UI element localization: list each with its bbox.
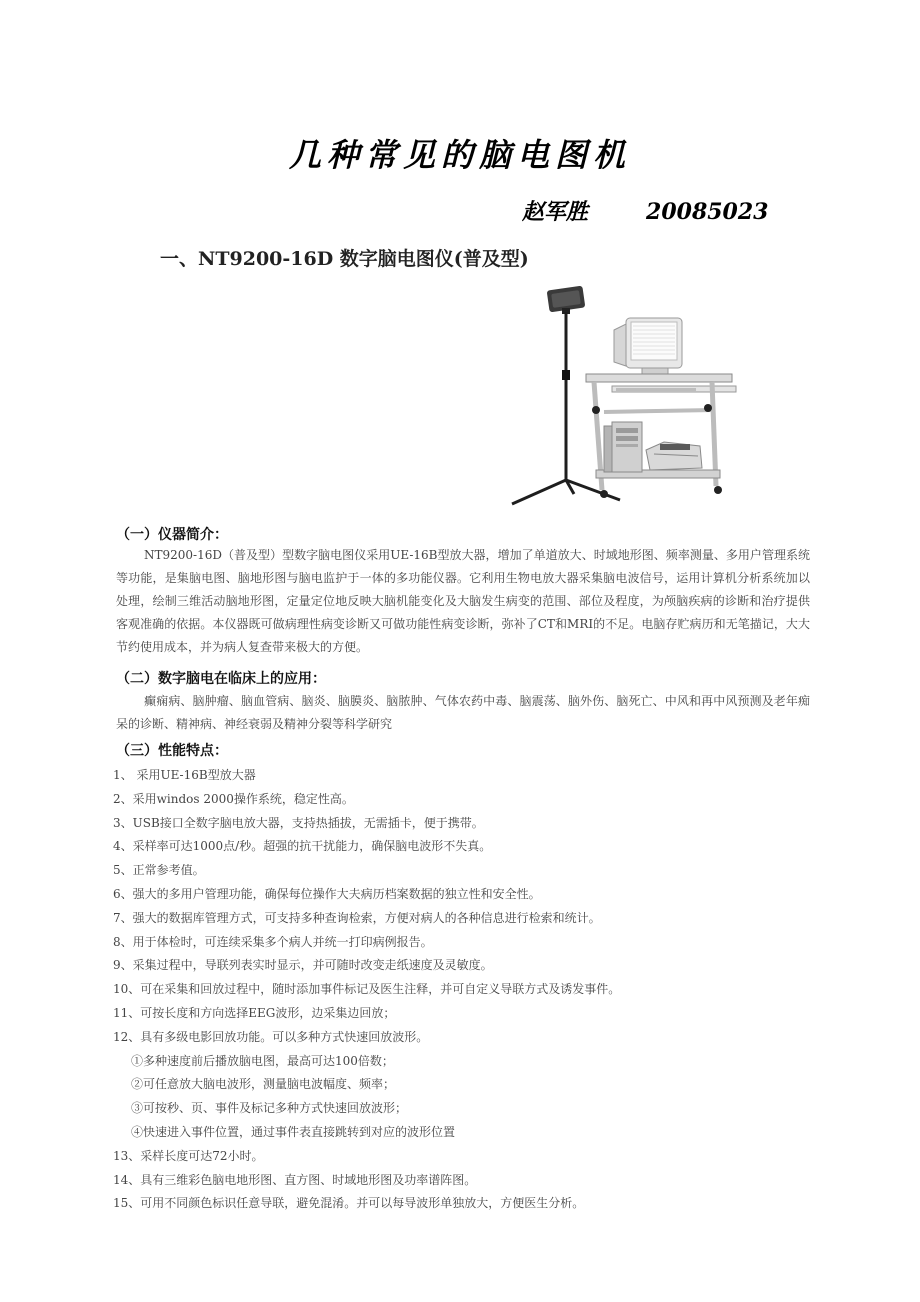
feature-item: 4、采样率可达1000点/秒。超强的抗干扰能力，确保脑电波形不失真。	[113, 839, 492, 854]
intro-heading: （一）仪器简介：	[116, 527, 228, 543]
author-name: 赵军胜	[522, 199, 589, 225]
feature-item: 9、采集过程中，导联列表实时显示，并可随时改变走纸速度及灵敏度。	[113, 958, 493, 973]
clinical-paragraph	[116, 690, 810, 736]
feature-item: 11、可按长度和方向选择EEG波形，边采集边回放；	[113, 1005, 396, 1020]
feature-item: 10、可在采集和回放过程中，随时添加事件标记及医生注释，并可自定义导联方式及诱发事件。	[113, 982, 621, 997]
feature-list	[113, 764, 823, 1216]
feature-item: 12、具有多级电影回放功能。可以多种方式快速回放波形。	[113, 1029, 429, 1044]
printer	[646, 442, 702, 470]
features-heading: （三）性能特点：	[116, 743, 228, 759]
feature-item: 2、采用windos 2000操作系统，稳定性高。	[113, 791, 354, 806]
feature-item: 14、具有三维彩色脑电地形图、直方图、时域地形图及功率谱阵图。	[113, 1172, 477, 1187]
feature-item: 5、正常参考值。	[113, 863, 205, 878]
clinical-text: 癫痫病、脑肿瘤、脑血管病、脑炎、脑膜炎、脑脓肿、气体农药中毒、脑震荡、脑外伤、脑死亡、中风和再中风预测及老年痴呆的诊断、精神病、神经衰弱及精神分裂等科学研究	[116, 694, 810, 731]
document-title: 几种常见的脑电图机	[288, 136, 631, 174]
author-line	[522, 195, 768, 226]
intro-paragraph	[116, 544, 810, 659]
feature-subitem: ①多种速度前后播放脑电图，最高可达100倍数；	[131, 1053, 394, 1068]
feature-item: 7、强大的数据库管理方式，可支持多种查询检索，方便对病人的各种信息进行检索和统计。	[113, 910, 601, 925]
clinical-heading: （二）数字脑电在临床上的应用：	[116, 671, 326, 687]
feature-item: 8、用于体检时，可连续采集多个病人并统一打印病例报告。	[113, 934, 433, 949]
section-heading: 一、NT9200-16D 数字脑电图仪(普及型)	[160, 248, 529, 270]
feature-item: 3、USB接口全数字脑电放大器，支持热插拔，无需插卡，便于携带。	[113, 815, 484, 830]
feature-subitem: ②可任意放大脑电波形，测量脑电波幅度、频率；	[131, 1077, 396, 1092]
monitor	[614, 318, 682, 374]
eeg-machine-image	[504, 282, 744, 512]
feature-item: 1、 采用UE-16B型放大器	[113, 768, 256, 782]
feature-item: 13、采样长度可达72小时。	[113, 1148, 264, 1163]
student-id: 20085023	[646, 199, 769, 225]
feature-subitem: ③可按秒、页、事件及标记多种方式快速回放波形；	[131, 1101, 408, 1116]
feature-item: 15、可用不同颜色标识任意导联，避免混淆。并可以每导波形单独放大，方便医生分析。	[113, 1196, 585, 1211]
intro-text: NT9200-16D（普及型）型数字脑电图仪采用UE-16B型放大器，增加了单道放大、时域地形图、频率测量、多用户管理系统等功能，是集脑电图、脑地形图与脑电监护于一体的多功能仪器。它利用生物电放大器采集脑电波信号，运用计算机分析系统加以处理，绘制三维活动脑地形图，定量定位地反映大脑机能变化及大脑发生病变的范围、部位及程度，为颅脑疾病的诊断和治疗提供客观准确的依据。本仪器既可做病理性病变诊断又可做功能性病变诊断，弥补了CT和MRI的不足。电脑存贮病历和无笔描记，大大节约使用成本，并为病人复查带来极大的方便。	[116, 548, 810, 654]
computer-tower	[604, 422, 642, 472]
feature-subitem: ④快速进入事件位置，通过事件表直接跳转到对应的波形位置	[131, 1124, 456, 1139]
feature-item: 6、强大的多用户管理功能，确保每位操作大夫病历档案数据的独立性和安全性。	[113, 886, 541, 901]
